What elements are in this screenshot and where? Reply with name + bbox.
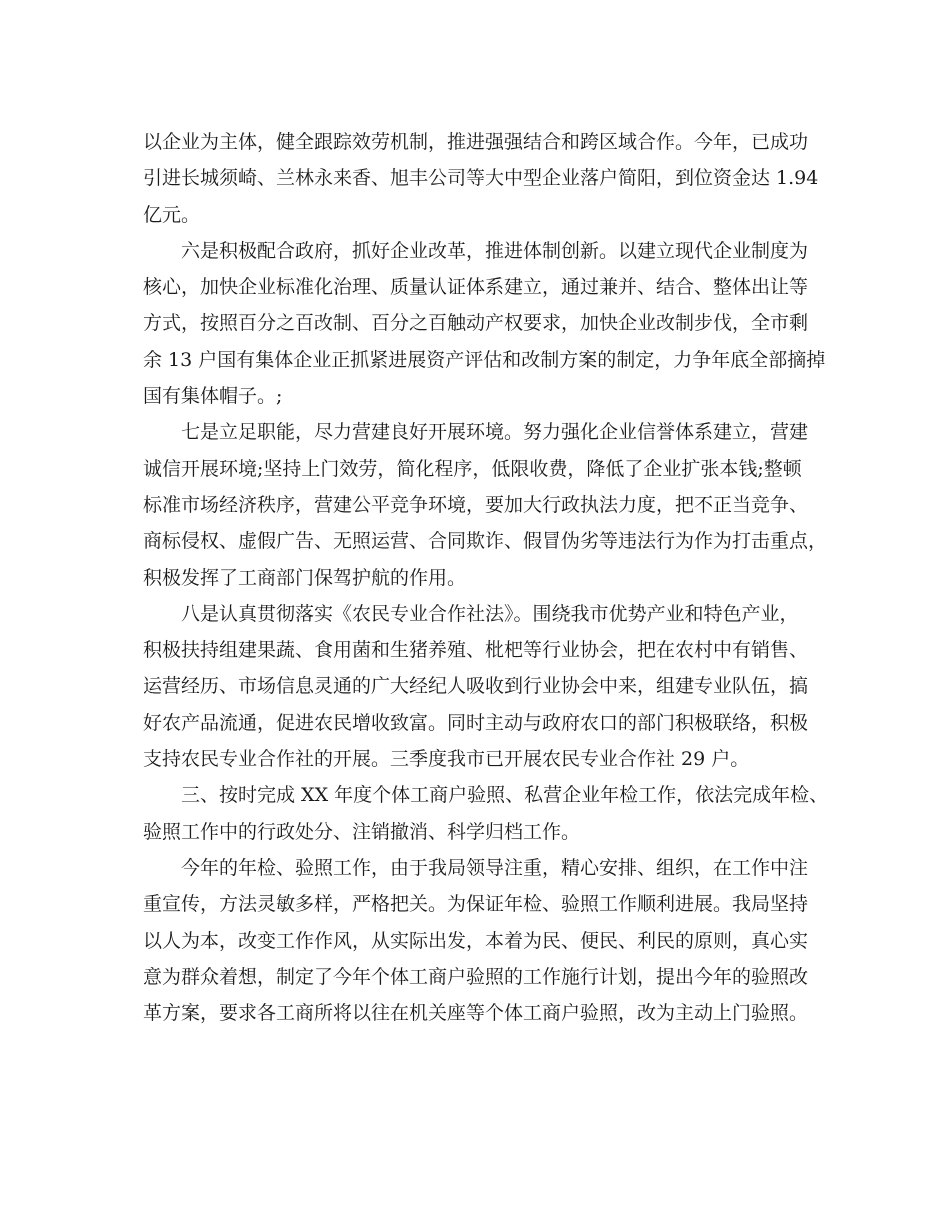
text-line: 亿元。: [143, 203, 201, 226]
text-line: 七是立足职能，尽力营建良好开展环境。努力强化企业信誉体系建立，营建: [181, 421, 809, 444]
paragraph-5: [143, 777, 829, 850]
text-line: 意为群众着想，制定了今年个体工商户验照的工作施行计划，提出今年的验照改: [143, 965, 809, 988]
paragraph-4: [143, 596, 811, 777]
text-line: 积极扶持组建果蔬、食用菌和生猪养殖、枇杷等行业协会，把在农村中有销售、: [143, 639, 809, 662]
text-line: 以人为本，改变工作作风，从实际出发，本着为民、便民、利民的原则，真心实: [143, 929, 809, 952]
text-line: 运营经历、市场信息灵通的广大经纪人吸收到行业协会中来，组建专业队伍，搞: [143, 675, 809, 698]
text-line: 余 13 户国有集体企业正抓紧进展资产评估和改制方案的制定，力争年底全部摘掉: [143, 348, 826, 371]
paragraph-1: [143, 124, 819, 233]
paragraph-2: [143, 233, 826, 414]
text-line: 今年的年检、验照工作，由于我局领导注重，精心安排、组织，在工作中注: [181, 856, 809, 879]
text-line: 引进长城须崎、兰林永来香、旭丰公司等大中型企业落户简阳，到位资金达 1.94: [143, 167, 819, 190]
text-line: 重宣传，方法灵敏多样，严格把关。为保证年检、验照工作顺利进展。我局坚持: [143, 893, 809, 916]
text-line: 标准市场经济秩序，营建公平竞争环境，要加大行政执法力度，把不正当竞争、: [143, 493, 809, 516]
text-line: 核心，加快企业标准化治理、质量认证体系建立，通过兼并、结合、整体出让等: [143, 276, 809, 299]
text-line: 以企业为主体，健全跟踪效劳机制，推进强强结合和跨区域合作。今年，已成功: [143, 131, 809, 153]
text-line: 三、按时完成 XX 年度个体工商户验照、私营企业年检工作，依法完成年检、: [181, 784, 829, 807]
text-line: 验照工作中的行政处分、注销撤消、科学归档工作。: [143, 820, 581, 843]
text-line: 支持农民专业合作社的开展。三季度我市已开展农民专业合作社 29 户。: [143, 748, 750, 771]
paragraph-3: [143, 414, 828, 595]
text-line: 八是认真贯彻落实《农民专业合作社法》。围绕我市优势产业和特色产业，: [181, 602, 799, 625]
text-line: 积极发挥了工商部门保驾护航的作用。: [143, 566, 467, 589]
document-body: [143, 124, 829, 1031]
paragraph-6: [143, 850, 811, 1031]
text-line: 好农产品流通，促进农民增收致富。同时主动与政府农口的部门积极联络，积极: [143, 711, 809, 734]
text-line: 国有集体帽子。;: [143, 385, 283, 408]
text-line: 革方案，要求各工商所将以往在机关座等个体工商户验照，改为主动上门验照。: [143, 1002, 809, 1025]
text-line: 方式，按照百分之百改制、百分之百触动产权要求，加快企业改制步伐，全市剩: [143, 312, 809, 335]
text-line: 诚信开展环境;坚持上门效劳，简化程序，低限收费，降低了企业扩张本钱;整顿: [143, 457, 802, 480]
text-line: 商标侵权、虚假广告、无照运营、合同欺诈、假冒伪劣等违法行为作为打击重点，: [143, 530, 828, 553]
text-line: 六是积极配合政府，抓好企业改革，推进体制创新。以建立现代企业制度为: [181, 239, 809, 262]
